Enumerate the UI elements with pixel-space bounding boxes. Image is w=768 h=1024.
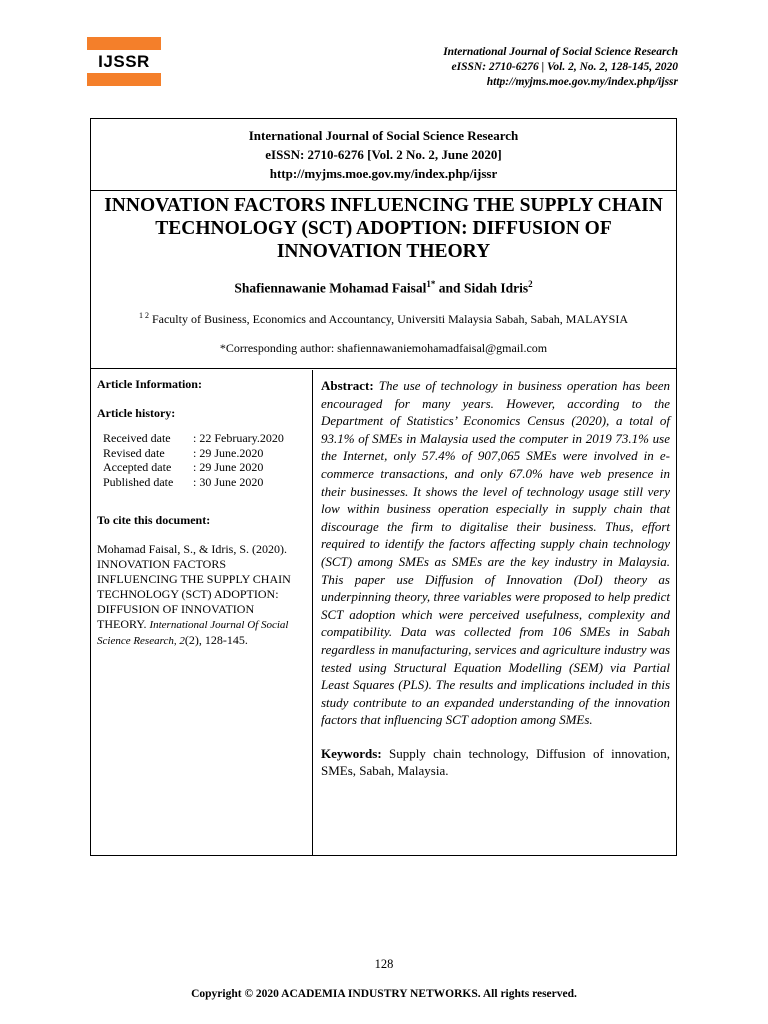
history-label: Received date bbox=[103, 431, 171, 445]
corresponding-author: *Corresponding author: shafiennawaniemohamadfaisal@gmail.com bbox=[219, 340, 548, 355]
article-info-column bbox=[91, 370, 313, 855]
citation-text: Mohamad Faisal, S., & Idris, S. (2020). INNOVATION FACTORS INFLUENCING THE SUPPLY CHAIN TECHNOLOGY (SCT) ADOPTION: DIFFUSION OF INNOVATION THEORY. bbox=[97, 542, 291, 631]
history-label: Published date bbox=[103, 474, 174, 489]
keywords-label: Keywords: bbox=[321, 745, 382, 761]
journal-info-box bbox=[91, 119, 676, 191]
history-label: Accepted date bbox=[103, 460, 172, 474]
abstract-label: Abstract: bbox=[321, 378, 374, 393]
journal-issn: eISSN: 2710-6276 [Vol. 2 No. 2, June 2020] bbox=[265, 147, 502, 162]
history-row bbox=[103, 431, 284, 446]
history-label: Revised date bbox=[103, 445, 165, 460]
logo-text: IJSSR bbox=[98, 52, 150, 71]
journal-name: International Journal of Social Science Research bbox=[248, 128, 519, 143]
author-2-mark: 2 bbox=[528, 279, 533, 289]
abstract-text: The use of technology in business operation has been encouraged for many years. However, according to the Department of Statistics’ Economics Census (2020), a total of 93.1% of SMEs in Malaysia used the computer in 2019 73.1% use the Internet, only 57.4% of 907,065 SMEs were involved in e-commerce transactions, and only 67.0% have web presence in their businesses. It shows the level of technology usage still very low within business operation especially in supply chain that discourage the firm to digitalise their business. Thus, effort required to identify the factors affecting supply chain technology (SCT) among SMEs as SMEs are the key industry in Malaysia. This paper use Diffusion of Innovation (DoI) theory as underpinning theory, three variables were proposed to help predict SCT adoption which were perceived usefulness, complexity and compatibility. Data was collected from 106 SMEs in Sabah regardless in manufacturing, services and agriculture industry was tested using Structural Equation Modelling (SEM) via Partial Least Squares (PLS). The results and implications included in this study contribute to an expanded understanding of the innovation factors that influencing SCT adoption among SMEs. bbox=[321, 378, 670, 728]
author-1-mark: 1* bbox=[426, 279, 436, 289]
affiliation-text: Faculty of Business, Economics and Accountancy, Universiti Malaysia Sabah, Sabah, MALAYSIA bbox=[148, 311, 629, 326]
running-header bbox=[443, 45, 678, 90]
affiliation-mark: 1 2 bbox=[138, 310, 149, 320]
history-value: : 29 June 2020 bbox=[193, 460, 264, 474]
article-history-heading: Article history: bbox=[97, 406, 176, 420]
journal-url[interactable]: http://myjms.moe.gov.my/index.php/ijssr bbox=[269, 166, 498, 181]
author-and: and bbox=[435, 280, 464, 296]
page-number: 128 bbox=[374, 957, 394, 971]
history-value: : 29 June.2020 bbox=[193, 445, 264, 460]
article-info-heading: Article Information: bbox=[97, 377, 202, 391]
logo-bar-bottom bbox=[87, 73, 161, 86]
history-value: : 30 June 2020 bbox=[193, 474, 264, 489]
copyright-footer: Copyright © 2020 ACADEMIA INDUSTRY NETWORKS. All rights reserved. bbox=[191, 988, 577, 1000]
history-row bbox=[103, 460, 284, 475]
abstract-column bbox=[313, 370, 676, 855]
keywords bbox=[321, 745, 670, 780]
history-value: : 22 February.2020 bbox=[193, 431, 284, 445]
author-2: Sidah Idris bbox=[463, 280, 529, 296]
citation bbox=[97, 542, 306, 649]
author-line bbox=[91, 279, 676, 297]
running-header-url[interactable]: http://myjms.moe.gov.my/index.php/ijssr bbox=[486, 76, 678, 88]
running-header-issn: eISSN: 2710-6276 | Vol. 2, No. 2, 128-145, 2020 bbox=[451, 61, 678, 73]
citation-tail: (2), 128-145. bbox=[184, 633, 248, 647]
abstract bbox=[321, 377, 670, 729]
running-header-journal: International Journal of Social Science Research bbox=[443, 46, 678, 58]
history-row bbox=[103, 446, 284, 461]
article-frame bbox=[90, 118, 677, 856]
article-heading bbox=[91, 191, 676, 369]
author-1: Shafiennawanie Mohamad Faisal bbox=[234, 280, 427, 296]
logo-bar-top bbox=[87, 37, 161, 50]
citation-journal: International Journal Of Social Science Research, 2 bbox=[97, 619, 289, 647]
keywords-text: Supply chain technology, Diffusion of innovation, SMEs, Sabah, Malaysia. bbox=[321, 745, 670, 779]
affiliation bbox=[91, 311, 676, 327]
cite-heading: To cite this document: bbox=[97, 513, 211, 527]
article-history-table bbox=[103, 431, 284, 489]
journal-logo bbox=[87, 37, 161, 87]
history-row bbox=[103, 475, 284, 490]
article-title: INNOVATION FACTORS INFLUENCING THE SUPPLY CHAIN TECHNOLOGY (SCT) ADOPTION: DIFFUSION OF INNOVATION THEORY bbox=[104, 195, 663, 262]
